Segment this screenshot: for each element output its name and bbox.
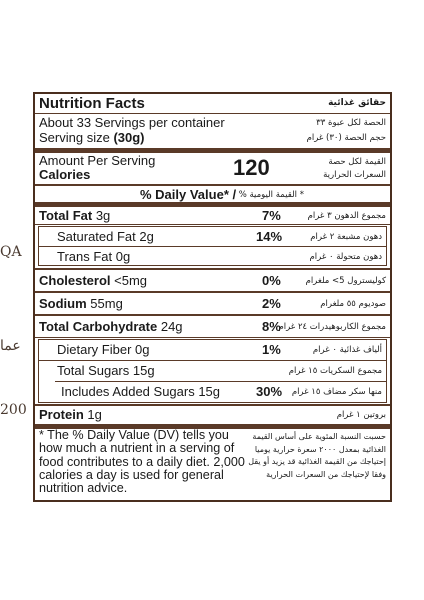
cholesterol-label xyxy=(39,273,147,288)
protein-label xyxy=(39,407,102,422)
protein-amount: 1g xyxy=(87,407,102,422)
total-sugars-label: Total Sugars 15g xyxy=(57,363,155,378)
nutrient-row-sodium xyxy=(35,295,390,312)
divider xyxy=(38,360,387,361)
amount-per-serving-arabic: القيمة لكل حصة xyxy=(328,157,386,167)
serving-size-value: (30g) xyxy=(113,130,145,145)
total-fat-label xyxy=(39,208,110,223)
serving-size-label: Serving size xyxy=(39,130,110,145)
serving-size xyxy=(39,130,145,145)
serving-size-arabic: حجم الحصة (٣٠) غرام xyxy=(306,133,386,143)
protein-name: Protein xyxy=(39,407,84,422)
servings-per-container-arabic: الحصة لكل عبوة ٣٣ xyxy=(316,118,386,128)
daily-value-header xyxy=(35,186,390,203)
label-header xyxy=(35,95,390,113)
daily-value-header-arabic: * القيمة اليومية % xyxy=(238,190,304,200)
added-sugars-label: Includes Added Sugars 15g xyxy=(61,384,221,399)
added-sugars-percent: 30% xyxy=(256,384,283,399)
carbohydrate-amount: 24g xyxy=(160,319,183,334)
amount-per-serving: Amount Per Serving xyxy=(39,153,156,168)
carbohydrate-label xyxy=(39,319,183,334)
divider xyxy=(35,224,390,225)
saturated-fat-arabic: دهون مشبعة ٢ غرام xyxy=(310,232,382,242)
background-text-fragment: 200 xyxy=(0,402,27,418)
nutrient-row-cholesterol xyxy=(35,272,390,289)
daily-value-header-en: % Daily Value* / xyxy=(140,187,237,202)
label-title-arabic: حقائق غذائية xyxy=(328,98,386,108)
sodium-label xyxy=(39,296,123,311)
dietary-fiber-percent: 1% xyxy=(262,342,281,357)
background-text-fragment: عما xyxy=(0,338,21,354)
total-sugars-arabic: مجموع السكريات ١٥ غرام xyxy=(288,366,382,376)
total-fat-arabic: مجموع الدهون ٣ غرام xyxy=(307,211,386,221)
servings-per-container: About 33 Servings per container xyxy=(39,115,225,130)
saturated-fat-label: Saturated Fat 2g xyxy=(57,229,154,244)
daily-value-footnote: * The % Daily Value (DV) tells you how much a nutrient in a serving of food contributes to a daily diet. 2,000 calories a day is used for general nutrition advice. xyxy=(39,428,245,496)
carbohydrate-percent: 8% xyxy=(262,319,281,334)
divider xyxy=(38,246,387,247)
total-fat-name: Total Fat xyxy=(39,208,93,223)
sodium-arabic: صوديوم ٥٥ ملغرام xyxy=(320,299,386,309)
nutrient-row-trans-fat xyxy=(35,248,390,265)
nutrient-row-total-carbohydrate xyxy=(35,318,390,335)
divider xyxy=(35,314,390,316)
nutrient-row-added-sugars xyxy=(35,383,390,400)
carbohydrate-arabic: مجموع الكاربوهيدرات ٢٤ غرام xyxy=(278,322,386,332)
trans-fat-label: Trans Fat 0g xyxy=(57,249,131,264)
nutrition-facts-label xyxy=(33,92,392,502)
nutrient-row-total-sugars xyxy=(35,362,390,379)
nutrient-row-protein xyxy=(35,406,390,423)
cholesterol-amount: <5mg xyxy=(114,273,148,288)
divider xyxy=(35,268,390,270)
trans-fat-arabic: دهون متحولة ٠ غرام xyxy=(309,252,382,262)
label-title: Nutrition Facts xyxy=(39,95,145,112)
sodium-name: Sodium xyxy=(39,296,87,311)
divider xyxy=(35,337,390,338)
added-sugars-arabic: منها سكر مضاف ١٥ غرام xyxy=(291,387,382,397)
divider xyxy=(35,291,390,293)
servings-row xyxy=(35,114,390,148)
protein-arabic: بروتين ١ غرام xyxy=(336,410,386,420)
cholesterol-arabic: كوليسترول ‎<5 ملغرام xyxy=(305,276,386,286)
calories-row xyxy=(35,153,390,185)
nutrient-row-dietary-fiber xyxy=(35,341,390,358)
saturated-fat-percent: 14% xyxy=(256,229,283,244)
background-text-fragment: QA xyxy=(0,244,22,260)
total-fat-amount: 3g xyxy=(95,208,111,223)
daily-value-footnote-arabic: حسبت النسبة المئوية على أساس القيمة الغذائية بمعدل ٢٠٠٠ سعرة حرارية يوميا إحتياجك من القيمة الغذائية قد يزيد أو يقل وفقا لإحتياجك من السعرات الحرارية xyxy=(248,432,386,479)
calories-value: 120 xyxy=(233,155,270,180)
divider xyxy=(55,381,387,382)
dietary-fiber-arabic: ألياف غذائية ٠ غرام xyxy=(312,345,382,355)
calories-label: Calories xyxy=(39,167,91,182)
cholesterol-percent: 0% xyxy=(262,273,281,288)
nutrient-row-total-fat xyxy=(35,207,390,224)
nutrient-row-saturated-fat xyxy=(35,228,390,245)
cholesterol-name: Cholesterol xyxy=(39,273,111,288)
dietary-fiber-label: Dietary Fiber 0g xyxy=(57,342,150,357)
total-fat-percent: 7% xyxy=(262,208,281,223)
calories-label-arabic: السعرات الحرارية xyxy=(323,170,386,180)
sodium-percent: 2% xyxy=(262,296,281,311)
carbohydrate-name: Total Carbohydrate xyxy=(39,319,158,334)
sodium-amount: 55mg xyxy=(90,296,123,311)
